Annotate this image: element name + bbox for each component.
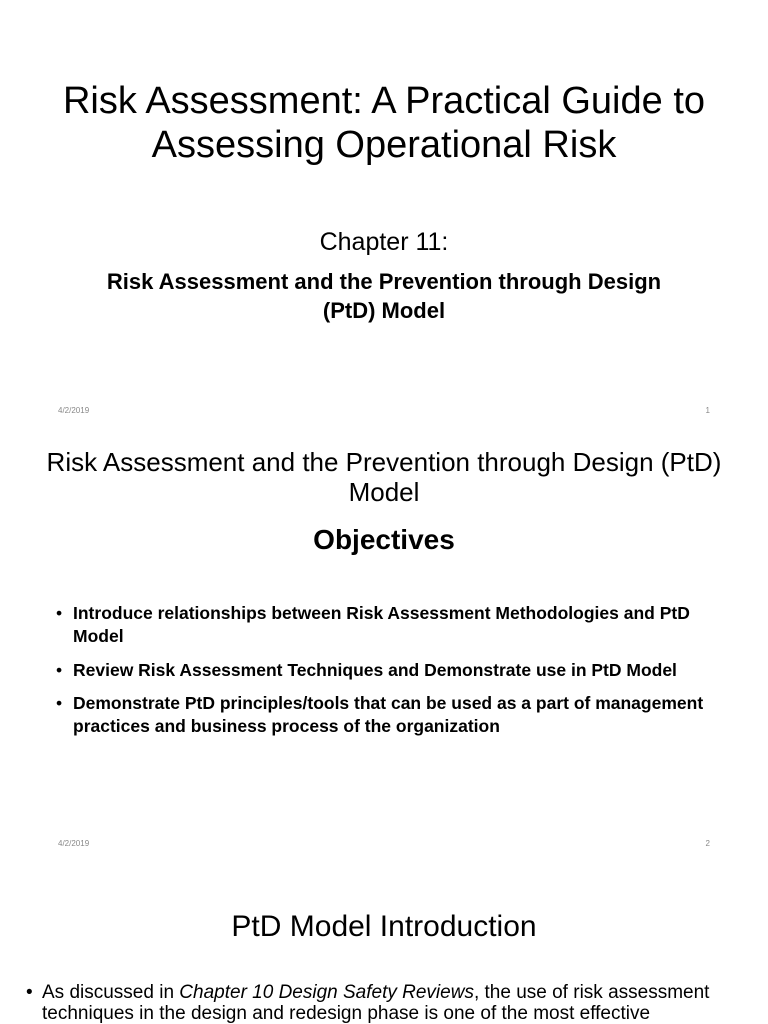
slide-2: [0, 432, 768, 864]
bullet-icon: •: [56, 659, 63, 680]
bullet-icon: •: [56, 603, 63, 623]
slide-title: Risk Assessment and the Prevention through Design (PtD) Model: [46, 447, 722, 507]
slide-subtitle: Risk Assessment and the Prevention through Design (PtD) Model: [106, 269, 662, 323]
list-item: [56, 659, 716, 682]
chapter-label: Chapter 11:: [319, 228, 449, 256]
body-text: [26, 982, 746, 1024]
page-number: 2: [705, 839, 710, 848]
body-suffix: , the use of risk assessment: [473, 982, 710, 1003]
body-prefix: As discussed in: [42, 982, 180, 1003]
list-item-text: Introduce relationships between Risk Assessment Methodologies and PtD Model: [73, 603, 690, 647]
list-item: [56, 692, 716, 739]
page-number: 1: [705, 406, 710, 415]
chapter-reference: Chapter 10 Design Safety Reviews: [179, 982, 474, 1003]
bullet-icon: •: [26, 982, 33, 1003]
slide-title: Risk Assessment: A Practical Guide to Assessing Operational Risk: [62, 80, 706, 166]
list-item-text: Review Risk Assessment Techniques and Demonstrate use in PtD Model: [73, 659, 677, 680]
section-heading: Objectives: [313, 524, 455, 555]
list-item: [56, 602, 716, 649]
list-item-text: Demonstrate PtD principles/tools that can be used as a part of management practices and business process of the organization: [73, 692, 704, 737]
body-line-2: techniques in the design and redesign phase is one of the most effective: [42, 1003, 651, 1024]
objectives-list: [56, 602, 716, 748]
bullet-icon: •: [56, 692, 63, 713]
slide-title: PtD Model Introduction: [231, 910, 537, 943]
footer-date: 4/2/2019: [58, 839, 90, 848]
footer-date: 4/2/2019: [58, 406, 90, 415]
slide-3: [0, 864, 768, 1024]
slide-1: [0, 0, 768, 432]
